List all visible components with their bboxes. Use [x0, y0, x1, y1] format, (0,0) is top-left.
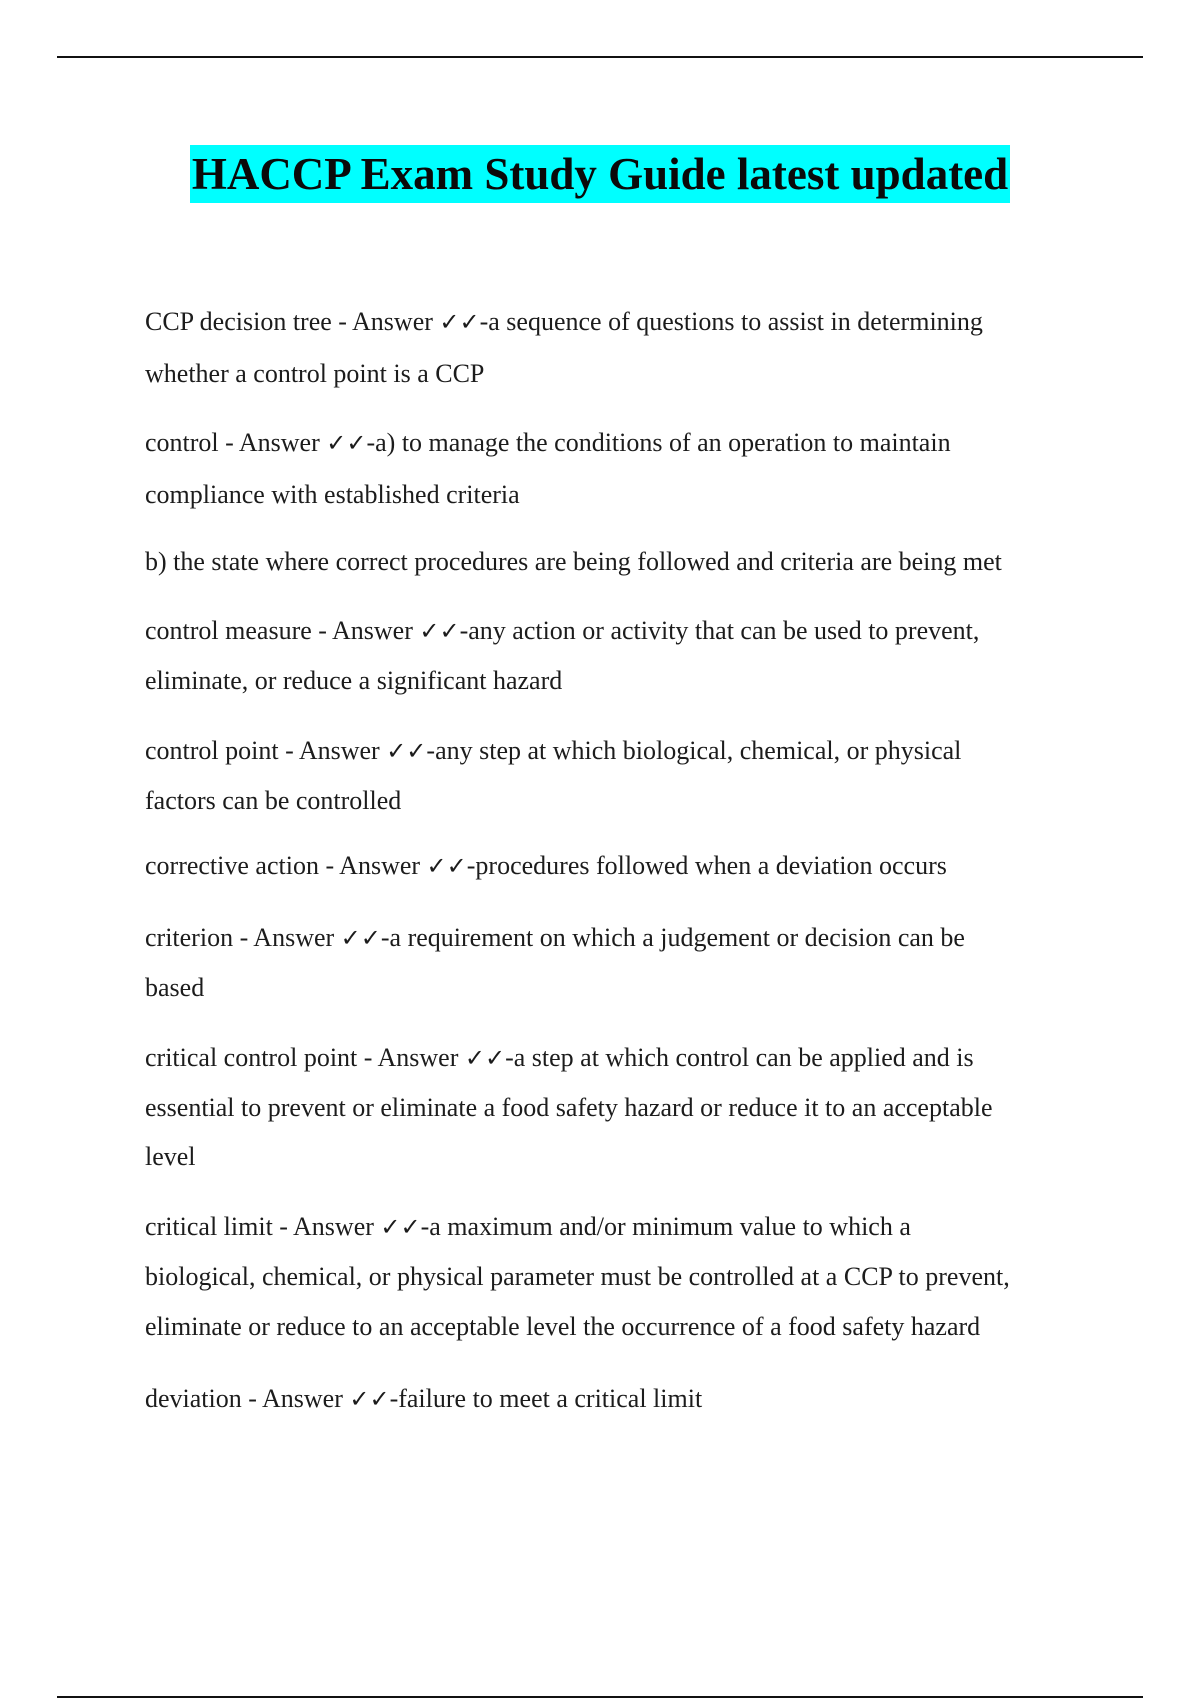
glossary-entry-control-point: [145, 726, 1100, 826]
entry-term: deviation: [145, 1384, 242, 1413]
entry-line: [145, 1374, 1100, 1424]
entry-term: critical limit: [145, 1212, 273, 1241]
entry-line: [145, 841, 1100, 891]
entry-term: control: [145, 428, 219, 457]
entry-definition: -procedures followed when a deviation occurs: [466, 851, 947, 880]
check-icon: ✓✓: [464, 1044, 506, 1072]
glossary-entry-control-measure: [145, 606, 1100, 706]
entry-line: whether a control point is a CCP: [145, 359, 485, 388]
check-icon: ✓✓: [439, 308, 480, 336]
entry-line: factors can be controlled: [145, 786, 402, 815]
entry-definition: -a) to manage the conditions of an operation to maintain: [366, 428, 951, 457]
answer-label: - Answer: [218, 428, 327, 457]
answer-label: - Answer: [318, 851, 427, 880]
entry-line: [145, 913, 1100, 963]
bottom-divider: [57, 1696, 1143, 1698]
entry-line: [145, 296, 1100, 348]
check-icon: ✓✓: [426, 852, 467, 880]
entry-term: control measure: [145, 616, 312, 645]
entry-term: critical control point: [145, 1043, 358, 1072]
entry-line: compliance with established criteria: [145, 480, 520, 509]
entry-definition: -failure to meet a critical limit: [389, 1384, 703, 1413]
entry-term: criterion: [145, 923, 234, 952]
entry-definition: -a maximum and/or minimum value to which a: [420, 1212, 911, 1241]
entry-definition: -any step at which biological, chemical, or physical: [426, 736, 962, 765]
glossary-entry-critical-limit: [145, 1202, 1100, 1352]
entry-line: b) the state where correct procedures are being followed and criteria are being met: [145, 547, 1002, 576]
entry-definition: -any action or activity that can be used to prevent,: [459, 616, 980, 645]
entry-line: [145, 1202, 1100, 1252]
entry-line: biological, chemical, or physical parameter must be controlled at a CCP to prevent,: [145, 1262, 1010, 1291]
answer-label: - Answer: [241, 1384, 350, 1413]
entry-definition: -a step at which control can be applied and is: [505, 1043, 974, 1072]
entry-term: control point: [145, 736, 279, 765]
check-icon: ✓✓: [386, 737, 427, 765]
glossary-entry-corrective-action: [145, 841, 1100, 891]
check-icon: ✓✓: [326, 429, 367, 457]
entry-line: [145, 606, 1100, 656]
check-icon: ✓✓: [419, 617, 460, 645]
glossary-entry-critical-control-point: [145, 1033, 1100, 1181]
entry-line: [145, 417, 1100, 469]
entry-term: corrective action: [145, 851, 319, 880]
answer-label: - Answer: [331, 307, 440, 336]
check-icon: ✓✓: [349, 1385, 390, 1413]
page-title: HACCP Exam Study Guide latest updated: [190, 145, 1010, 203]
glossary-entry-ccp-decision-tree: [145, 296, 1100, 400]
answer-label: - Answer: [357, 1043, 465, 1072]
entry-definition: -a sequence of questions to assist in determining: [479, 307, 983, 336]
glossary-entry-criterion: [145, 913, 1100, 1013]
entry-line: essential to prevent or eliminate a food safety hazard or reduce it to an acceptable: [145, 1093, 993, 1122]
glossary-entry-control: [145, 417, 1100, 521]
entry-term: CCP decision tree: [145, 307, 332, 336]
answer-label: - Answer: [278, 736, 387, 765]
answer-label: - Answer: [233, 923, 341, 952]
check-icon: ✓✓: [340, 924, 381, 952]
top-divider: [57, 56, 1143, 58]
entry-line: [145, 1033, 1100, 1083]
glossary-entry-deviation: [145, 1374, 1100, 1424]
entry-line: based: [145, 973, 205, 1002]
entry-definition: -a requirement on which a judgement or decision can be: [380, 923, 965, 952]
title-container: [0, 145, 1200, 203]
entry-line: [145, 726, 1100, 776]
glossary-entry-control-b: [145, 537, 1100, 587]
entry-line: eliminate or reduce to an acceptable level the occurrence of a food safety hazard: [145, 1312, 981, 1341]
check-icon: ✓✓: [380, 1213, 421, 1241]
entry-line: eliminate, or reduce a significant hazard: [145, 666, 563, 695]
entry-line: level: [145, 1142, 196, 1171]
answer-label: - Answer: [272, 1212, 381, 1241]
answer-label: - Answer: [311, 616, 420, 645]
